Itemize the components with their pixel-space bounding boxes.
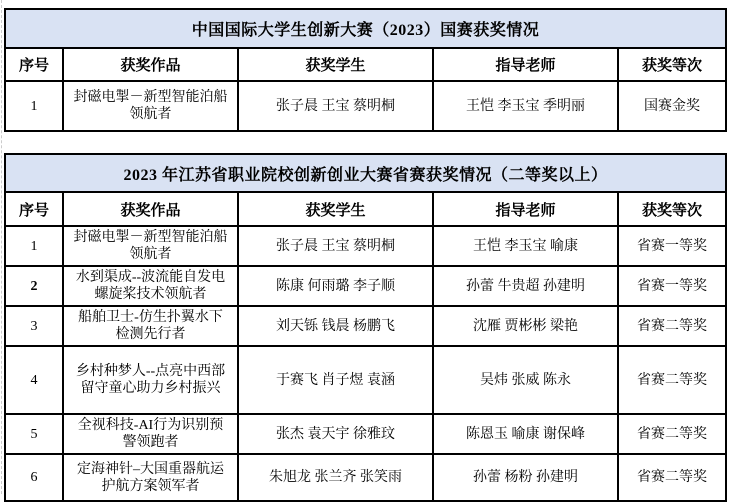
col-header-teachers: 指导老师 bbox=[433, 48, 618, 81]
cell-teachers: 王恺 李玉宝 喻康 bbox=[433, 226, 618, 266]
cell-award: 省赛二等奖 bbox=[618, 454, 726, 501]
cell-students: 张子晨 王宝 蔡明桐 bbox=[238, 81, 433, 131]
cell-award: 省赛一等奖 bbox=[618, 226, 726, 266]
table-row bbox=[5, 306, 726, 346]
cell-work: 封磁电掣－新型智能泊船领航者 bbox=[63, 81, 238, 131]
cell-seq: 4 bbox=[5, 346, 63, 414]
cell-students: 朱旭龙 张兰齐 张笑雨 bbox=[238, 454, 433, 501]
col-header-seq: 序号 bbox=[5, 192, 63, 226]
cell-students: 于赛飞 肖子煜 袁涵 bbox=[238, 346, 433, 414]
col-header-students: 获奖学生 bbox=[238, 48, 433, 81]
cell-work: 定海神针–大国重器航运护航方案领军者 bbox=[63, 454, 238, 501]
cell-seq: 6 bbox=[5, 454, 63, 501]
cell-seq: 2 bbox=[5, 266, 63, 306]
table-row bbox=[5, 226, 726, 266]
table-row bbox=[5, 346, 726, 414]
cell-work: 全视科技-AI行为识别预警领跑者 bbox=[63, 414, 238, 454]
cell-teachers: 孙蕾 牛贵超 孙建明 bbox=[433, 266, 618, 306]
national-awards-table bbox=[4, 8, 727, 132]
table-row bbox=[5, 414, 726, 454]
table-title-national: 中国国际大学生创新大赛（2023）国赛获奖情况 bbox=[5, 9, 726, 48]
header-row bbox=[5, 48, 726, 81]
cell-teachers: 王恺 李玉宝 季明丽 bbox=[433, 81, 618, 131]
cell-students: 张杰 袁天宇 徐雅玟 bbox=[238, 414, 433, 454]
page-boundary-line bbox=[1, 0, 2, 494]
table-row bbox=[5, 81, 726, 131]
cell-students: 刘天铄 钱晨 杨鹏飞 bbox=[238, 306, 433, 346]
cell-work: 乡村种梦人--点亮中西部留守童心助力乡村振兴 bbox=[63, 346, 238, 414]
cell-students: 张子晨 王宝 蔡明桐 bbox=[238, 226, 433, 266]
cell-award: 省赛二等奖 bbox=[618, 306, 726, 346]
col-header-seq: 序号 bbox=[5, 48, 63, 81]
table-row bbox=[5, 266, 726, 306]
col-header-award: 获奖等次 bbox=[618, 48, 726, 81]
cell-award: 省赛二等奖 bbox=[618, 346, 726, 414]
cell-work: 船舶卫士-仿生扑翼水下检测先行者 bbox=[63, 306, 238, 346]
cell-teachers: 陈恩玉 喻康 谢保峰 bbox=[433, 414, 618, 454]
provincial-awards-table bbox=[4, 153, 727, 502]
cell-teachers: 沈雁 贾彬彬 梁艳 bbox=[433, 306, 618, 346]
col-header-students: 获奖学生 bbox=[238, 192, 433, 226]
cell-seq: 1 bbox=[5, 81, 63, 131]
col-header-work: 获奖作品 bbox=[63, 192, 238, 226]
cell-seq: 3 bbox=[5, 306, 63, 346]
cell-work: 水到渠成--波流能自发电螺旋桨技术领航者 bbox=[63, 266, 238, 306]
col-header-work: 获奖作品 bbox=[63, 48, 238, 81]
cell-teachers: 孙蕾 杨粉 孙建明 bbox=[433, 454, 618, 501]
cell-work: 封磁电掣－新型智能泊船领航者 bbox=[63, 226, 238, 266]
cell-award: 国赛金奖 bbox=[618, 81, 726, 131]
table-title-provincial: 2023 年江苏省职业院校创新创业大赛省赛获奖情况（二等奖以上） bbox=[5, 154, 726, 192]
col-header-teachers: 指导老师 bbox=[433, 192, 618, 226]
cell-award: 省赛一等奖 bbox=[618, 266, 726, 306]
cell-seq: 5 bbox=[5, 414, 63, 454]
col-header-award: 获奖等次 bbox=[618, 192, 726, 226]
cell-seq: 1 bbox=[5, 226, 63, 266]
cell-students: 陈康 何雨璐 李子顺 bbox=[238, 266, 433, 306]
cell-teachers: 吴炜 张威 陈永 bbox=[433, 346, 618, 414]
cell-award: 省赛二等奖 bbox=[618, 414, 726, 454]
header-row bbox=[5, 192, 726, 226]
